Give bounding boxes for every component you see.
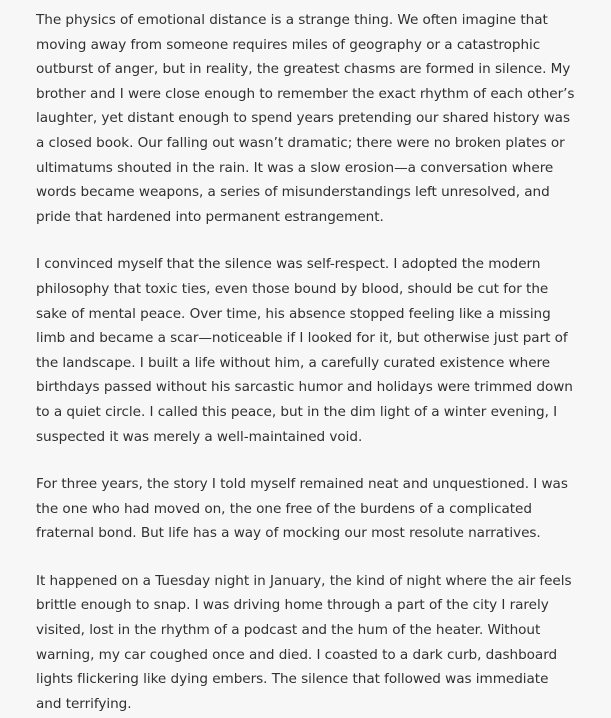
paragraph-1: The physics of emotional distance is a strange thing. We often imagine that moving away from someone requires miles of geography or a catastrophic outburst of anger, but in reality, the greatest chasms are formed in silence. My brother and I were close enough to remember the exact rhythm of each other’s laughter, yet distant enough to spend years pretending our shared history was a closed book. Our falling out wasn’t dramatic; there were no broken plates or ultimatums shouted in the rain. It was a slow erosion—a conversation where words became weapons, a series of misunderstandings left unresolved, and pride that hardened into permanent estrangement. xyxy=(36,12,575,225)
paragraph-4: It happened on a Tuesday night in January, the kind of night where the air feels brittle enough to snap. I was driving home through a part of the city I rarely visited, lost in the rhythm of a podcast and the hum of the heater. Without warning, my car coughed once and died. I coasted to a dark curb, dashboard lights flickering like dying embers. The silence that followed was immediate and terrifying. xyxy=(36,572,572,712)
paragraph-2: I convinced myself that the silence was self-respect. I adopted the modern philosophy that toxic ties, even those bound by blood, should be cut for the sake of mental peace. Over time, his absence stopped feeling like a missing limb and became a scar—noticeable if I looked for it, but otherwise just part of the landscape. I built a life without him, a carefully curated existence where birthdays passed without his sarcastic humor and holidays were trimmed down to a quiet circle. I called this peace, but in the dim light of a winter evening, I suspected it was merely a well-maintained void. xyxy=(36,256,573,445)
paragraph-3: For three years, the story I told myself remained neat and unquestioned. I was the one who had moved on, the one free of the burdens of a complicated fraternal bond. But life has a way of mocking our most resolute narratives. xyxy=(36,476,568,542)
